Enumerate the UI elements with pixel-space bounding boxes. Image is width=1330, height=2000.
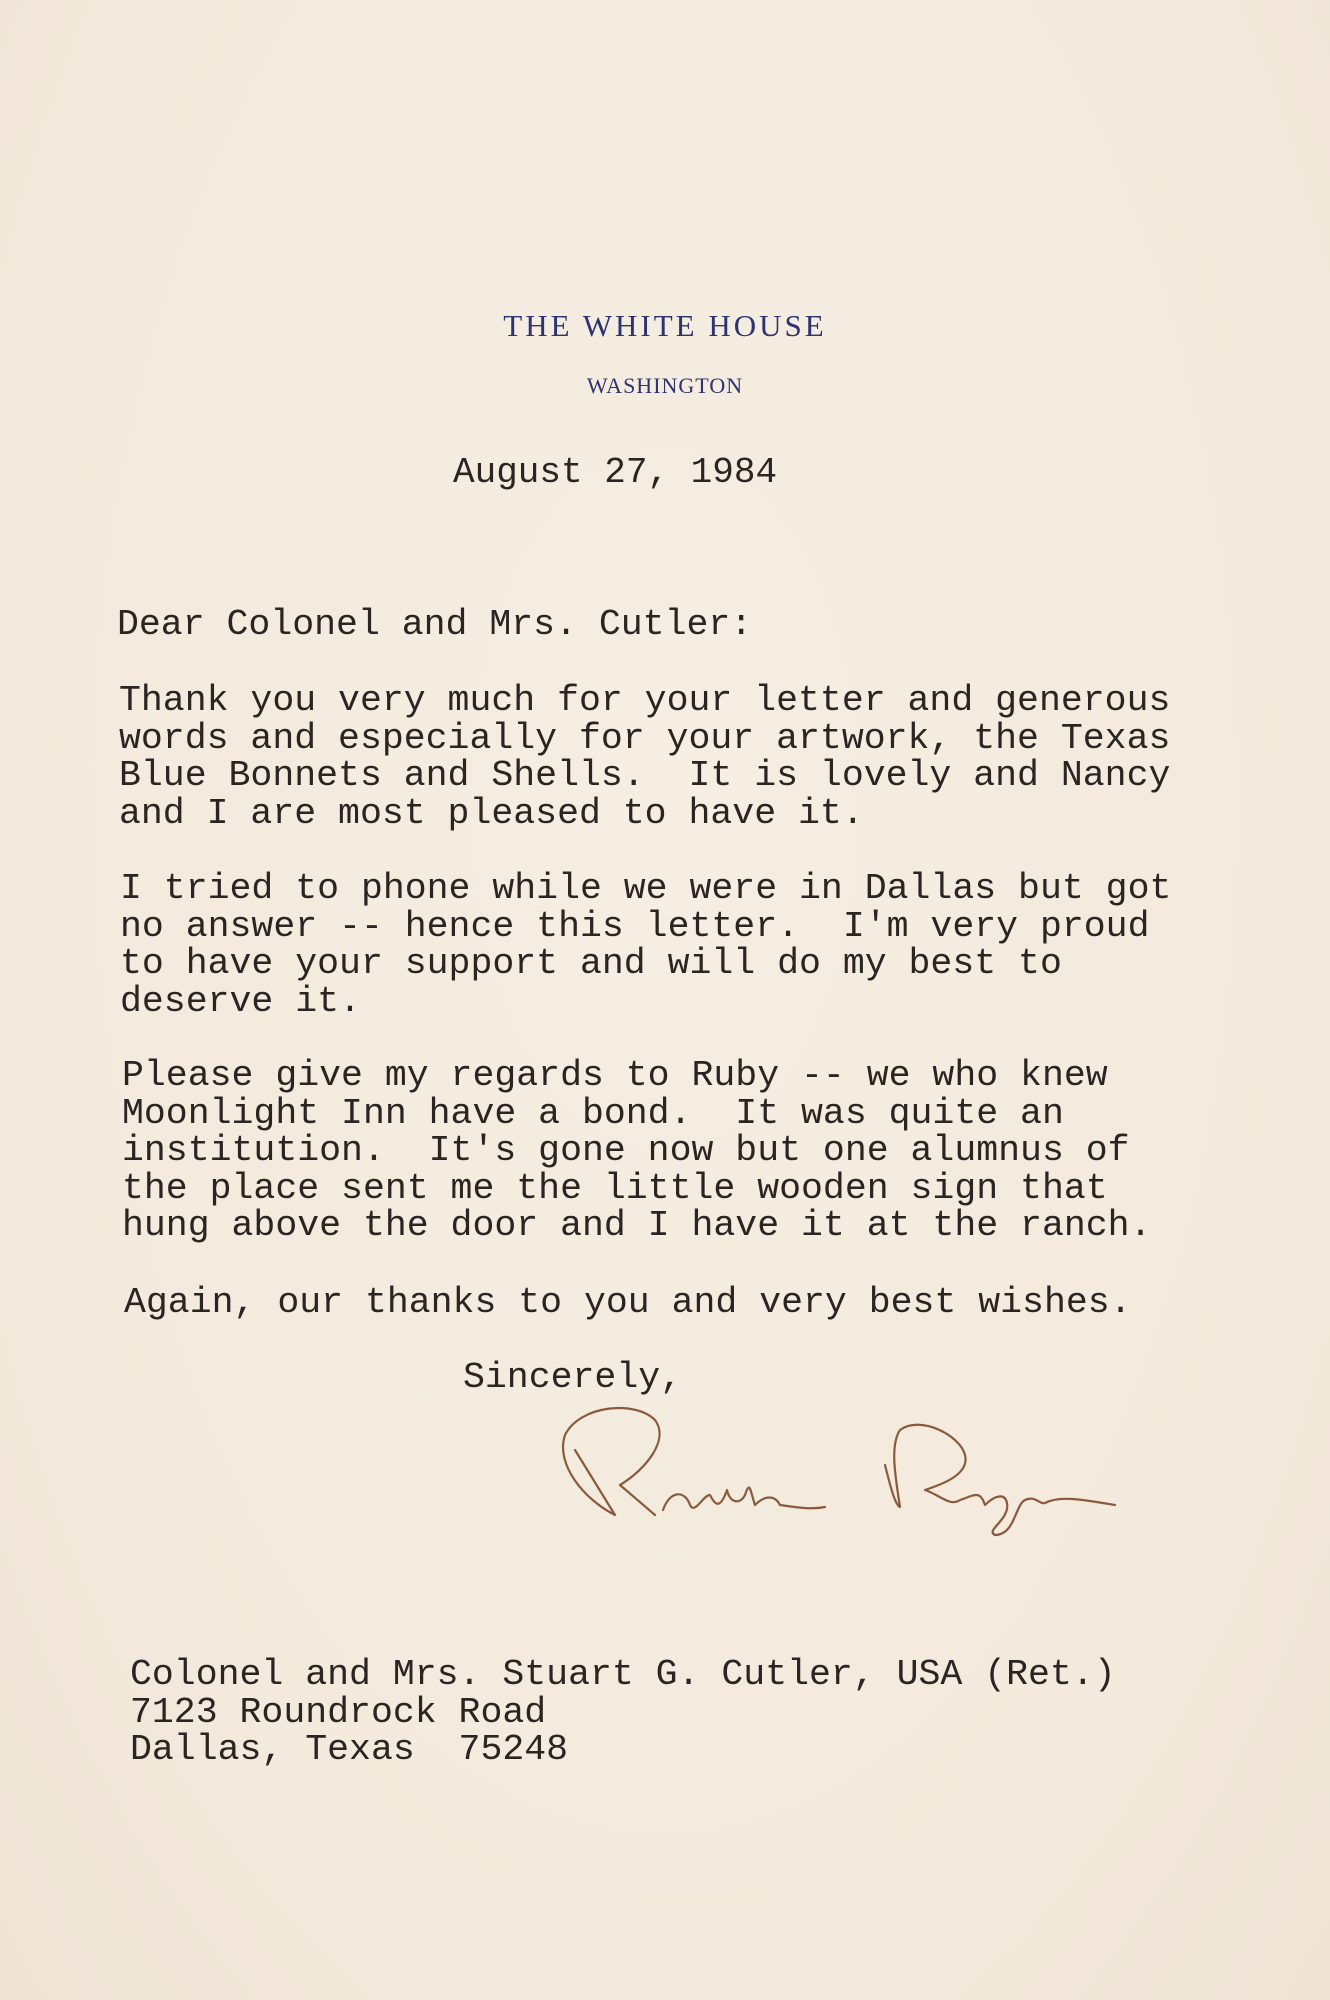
paragraph-2 [120, 870, 1171, 1020]
paragraph-4 [124, 1284, 1132, 1322]
text-line: Blue Bonnets and Shells. It is lovely and Nancy [119, 755, 1171, 797]
text-line: words and especially for your artwork, the Texas [119, 717, 1171, 759]
letter-date: August 27, 1984 [453, 452, 778, 493]
letterhead-title: THE WHITE HOUSE [503, 308, 827, 343]
text-line: to have your support and will do my best to [120, 943, 1062, 985]
text-line: Moonlight Inn have a bond. It was quite an [122, 1092, 1064, 1134]
text-line: Please give my regards to Ruby -- we who knew [122, 1055, 1108, 1096]
text-line: and I are most pleased to have it. [119, 792, 864, 834]
text-line: no answer -- hence this letter. I'm very proud [120, 905, 1150, 947]
paragraph-3 [122, 1057, 1151, 1245]
salutation: Dear Colonel and Mrs. Cutler: [117, 604, 753, 645]
text-line: Again, our thanks to you and very best wishes. [124, 1282, 1132, 1323]
address-line: Dallas, Texas 75248 [130, 1729, 569, 1771]
letterhead-subtitle: WASHINGTON [586, 373, 744, 398]
text-line: Thank you very much for your letter and generous [119, 680, 1171, 721]
text-line: the place sent me the little wooden sign that [122, 1167, 1108, 1209]
text-line: deserve it. [120, 980, 361, 1022]
closing: Sincerely, [463, 1357, 683, 1398]
text-line: institution. It's gone now but one alumnus of [122, 1130, 1130, 1172]
recipient-address [130, 1656, 1116, 1769]
address-line: Colonel and Mrs. Stuart G. Cutler, USA (Ret.) [130, 1654, 1116, 1695]
address-line: 7123 Roundrock Road [130, 1691, 547, 1733]
paragraph-1 [119, 682, 1170, 832]
text-line: I tried to phone while we were in Dallas but got [120, 868, 1172, 909]
text-line: hung above the door and I have it at the ranch. [122, 1205, 1152, 1247]
signature [545, 1395, 1125, 1540]
